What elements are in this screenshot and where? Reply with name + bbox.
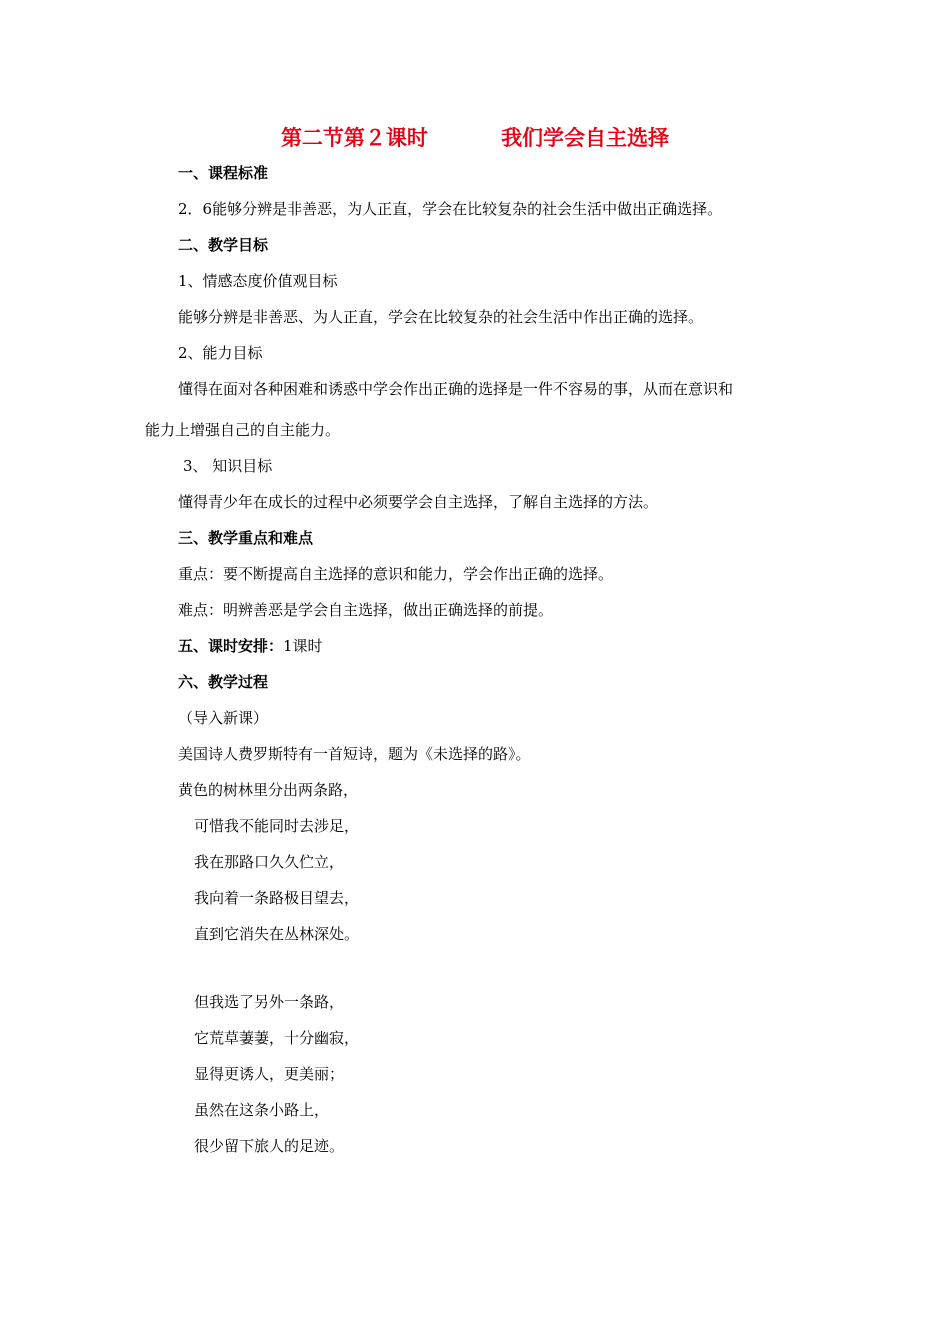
poem-line: 直到它消失在丛林深处。: [194, 925, 360, 943]
document-title: [0, 122, 950, 152]
section-2-sub2-text-line1: 懂得在面对各种困难和诱惑中学会作出正确的选择是一件不容易的事，从而在意识和: [178, 380, 734, 398]
section-2-heading: 二、教学目标: [178, 236, 269, 254]
section-2-sub1: 1、情感态度价值观目标: [178, 272, 338, 290]
section-6-intro-label: （导入新课）: [178, 709, 269, 727]
section-3-key: 重点：要不断提高自主选择的意识和能力，学会作出正确的选择。: [178, 565, 614, 583]
poem-line: 很少留下旅人的足迹。: [194, 1137, 345, 1155]
section-6-heading: 六、教学过程: [178, 673, 269, 691]
section-2-sub1-text: 能够分辨是非善恶、为人正直，学会在比较复杂的社会生活中作出正确的选择。: [178, 308, 704, 326]
poem-line: 黄色的树林里分出两条路，: [178, 781, 359, 799]
poem-line: 它荒草萋萋，十分幽寂，: [194, 1029, 360, 1047]
section-2-sub2: 2、能力目标: [178, 344, 263, 362]
section-3-heading: 三、教学重点和难点: [178, 529, 314, 547]
section-1-text: 2．6能够分辨是非善恶，为人正直，学会在比较复杂的社会生活中做出正确选择。: [178, 200, 723, 218]
section-2-sub2-text-line2: 能力上增强自己的自主能力。: [145, 421, 341, 439]
section-2-sub3: 3、 知识目标: [183, 457, 273, 475]
poem-line: 可惜我不能同时去涉足，: [194, 817, 360, 835]
section-5-value: 1课时: [283, 637, 323, 655]
section-1-heading: 一、课程标准: [178, 164, 269, 182]
section-2-sub3-text: 懂得青少年在成长的过程中必须要学会自主选择，了解自主选择的方法。: [178, 493, 659, 511]
title-part2: 我们学会自主选择: [501, 126, 670, 150]
title-part1: 第二节第２课时: [280, 126, 428, 150]
section-3-difficult: 难点：明辨善恶是学会自主选择，做出正确选择的前提。: [178, 601, 554, 619]
poem-line: 虽然在这条小路上，: [194, 1101, 330, 1119]
poem-line: 显得更诱人，更美丽；: [194, 1065, 345, 1083]
section-5-heading: [178, 636, 323, 656]
poem-line: 我向着一条路极目望去，: [194, 889, 360, 907]
poem-line: 我在那路口久久伫立，: [194, 853, 345, 871]
section-5-label: 五、课时安排：: [178, 637, 284, 655]
section-6-intro-text: 美国诗人费罗斯特有一首短诗，题为《未选择的路》。: [178, 745, 531, 763]
poem-line: 但我选了另外一条路，: [194, 993, 345, 1011]
